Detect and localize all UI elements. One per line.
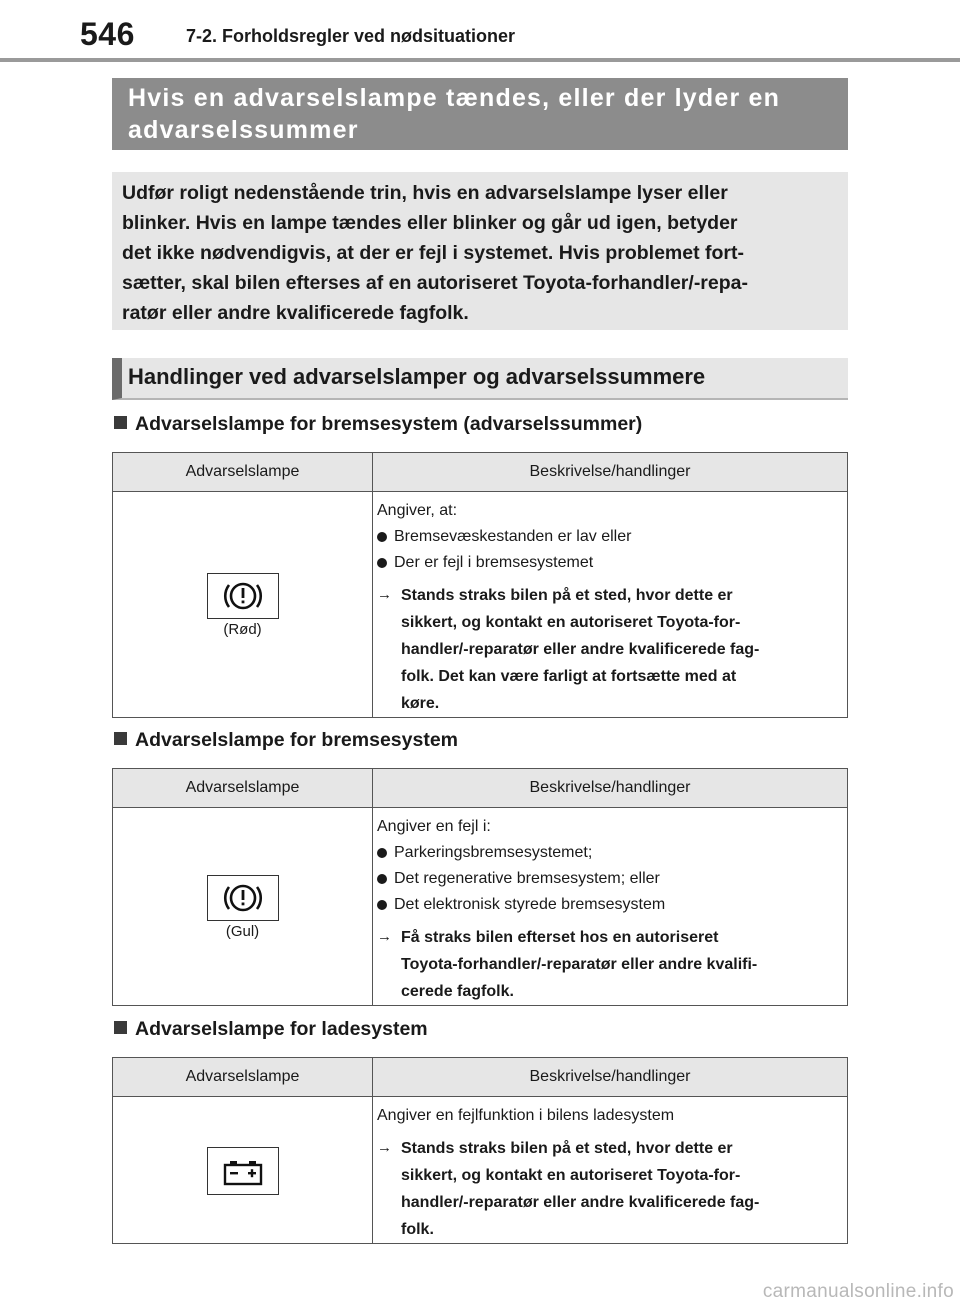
table-header-description: Beskrivelse/handlinger [529, 779, 691, 796]
battery-icon [207, 1147, 279, 1195]
lamp-color-label: (Gul) [225, 922, 260, 940]
brake-warning-icon [207, 573, 279, 619]
description-cell [373, 1097, 847, 1244]
description-intro: Angiver, at: [377, 502, 458, 519]
table-header-description: Beskrivelse/handlinger [529, 1068, 691, 1085]
page-title-line: Hvis en advarselslampe tændes, eller der lyder en [128, 84, 781, 112]
lamp-cell [113, 808, 373, 1006]
action-text: Få straks bilen efterset hos en autoriseret Toyota-forhandler/-reparatør eller andre kvalifi- cerede fagfolk. [401, 929, 758, 1000]
action-instruction [377, 1135, 843, 1243]
intro-line: det ikke nødvendigvis, at der er fejl i systemet. Hvis problemet fort- [122, 242, 745, 264]
brake-warning-icon [207, 875, 279, 921]
list-item: Parkeringsbremsesystemet; [377, 840, 843, 866]
table-header-row [113, 769, 847, 808]
description-intro: Angiver en fejl i: [377, 818, 491, 835]
square-bullet-icon [114, 1021, 127, 1034]
lamp-cell [113, 492, 373, 718]
table-row [113, 1097, 847, 1244]
list-item: Der er fejl i bremsesystemet [377, 550, 843, 576]
list-item: Det elektronisk styrede bremsesystem [377, 892, 843, 918]
table-header-lamp: Advarselslampe [113, 769, 373, 807]
header-divider [0, 58, 960, 62]
action-instruction [377, 924, 843, 1005]
action-instruction [377, 582, 843, 717]
square-bullet-icon [114, 732, 127, 745]
page-title-line: advarselssummer [128, 116, 359, 144]
lamp-cell [113, 1097, 373, 1244]
description-cell [373, 808, 847, 1006]
arrow-right-icon: → [377, 586, 392, 603]
bullet-dot-icon [377, 874, 387, 884]
warning-table [112, 768, 848, 1006]
table-row [113, 492, 847, 718]
page-title [112, 78, 848, 150]
subsection-heading [114, 1018, 428, 1041]
lamp-color-label: (Rød) [223, 620, 262, 638]
table-header-description: Beskrivelse/handlinger [529, 463, 691, 480]
list-item: Det regenerative bremsesystem; eller [377, 866, 843, 892]
intro-line: sætter, skal bilen efterses af en autoriseret Toyota-forhandler/-repa- [122, 272, 748, 294]
bullet-dot-icon [377, 532, 387, 542]
intro-line: blinker. Hvis en lampe tændes eller blinker og går ud igen, betyder [122, 212, 738, 234]
intro-line: ratør eller andre kvalificerede fagfolk. [122, 302, 469, 324]
table-header-row [113, 453, 847, 492]
bullet-dot-icon [377, 900, 387, 910]
arrow-right-icon: → [377, 1139, 392, 1156]
bullet-dot-icon [377, 848, 387, 858]
chapter-title: 7-2. Forholdsregler ved nødsituationer [186, 26, 516, 46]
arrow-right-icon: → [377, 928, 392, 945]
subsection-heading-text: Advarselslampe for ladesystem [135, 1018, 428, 1040]
section-heading: Handlinger ved advarselslamper og advarselssummere [112, 358, 848, 400]
page-number: 546 [80, 16, 135, 52]
table-header-lamp: Advarselslampe [113, 1058, 373, 1096]
action-text: Stands straks bilen på et sted, hvor dette er sikkert, og kontakt en autoriseret Toyota-for- handler/-reparatør eller andre kvalificerede fag- folk. Det kan være farligt at fortsætte med at køre. [401, 587, 760, 712]
page-header [0, 0, 960, 62]
table-row [113, 808, 847, 1006]
square-bullet-icon [114, 416, 127, 429]
warning-table [112, 1057, 848, 1244]
list-item: Bremsevæskestanden er lav eller [377, 524, 843, 550]
table-header-lamp: Advarselslampe [113, 453, 373, 491]
subsection-heading [114, 729, 458, 752]
subsection-heading [114, 413, 642, 436]
watermark: carmanualsonline.info [762, 1281, 954, 1302]
subsection-heading-text: Advarselslampe for bremsesystem (advarselssummer) [135, 413, 643, 435]
action-text: Stands straks bilen på et sted, hvor dette er sikkert, og kontakt en autoriseret Toyota-for- handler/-reparatør eller andre kvalificerede fag- folk. [401, 1140, 760, 1238]
bullet-dot-icon [377, 558, 387, 568]
table-header-row [113, 1058, 847, 1097]
description-cell [373, 492, 847, 718]
warning-table [112, 452, 848, 718]
description-intro: Angiver en fejlfunktion i bilens ladesystem [377, 1107, 675, 1124]
intro-line: Udfør roligt nedenstående trin, hvis en advarselslampe lyser eller [122, 182, 728, 204]
subsection-heading-text: Advarselslampe for bremsesystem [135, 729, 458, 751]
intro-paragraph [112, 172, 848, 330]
